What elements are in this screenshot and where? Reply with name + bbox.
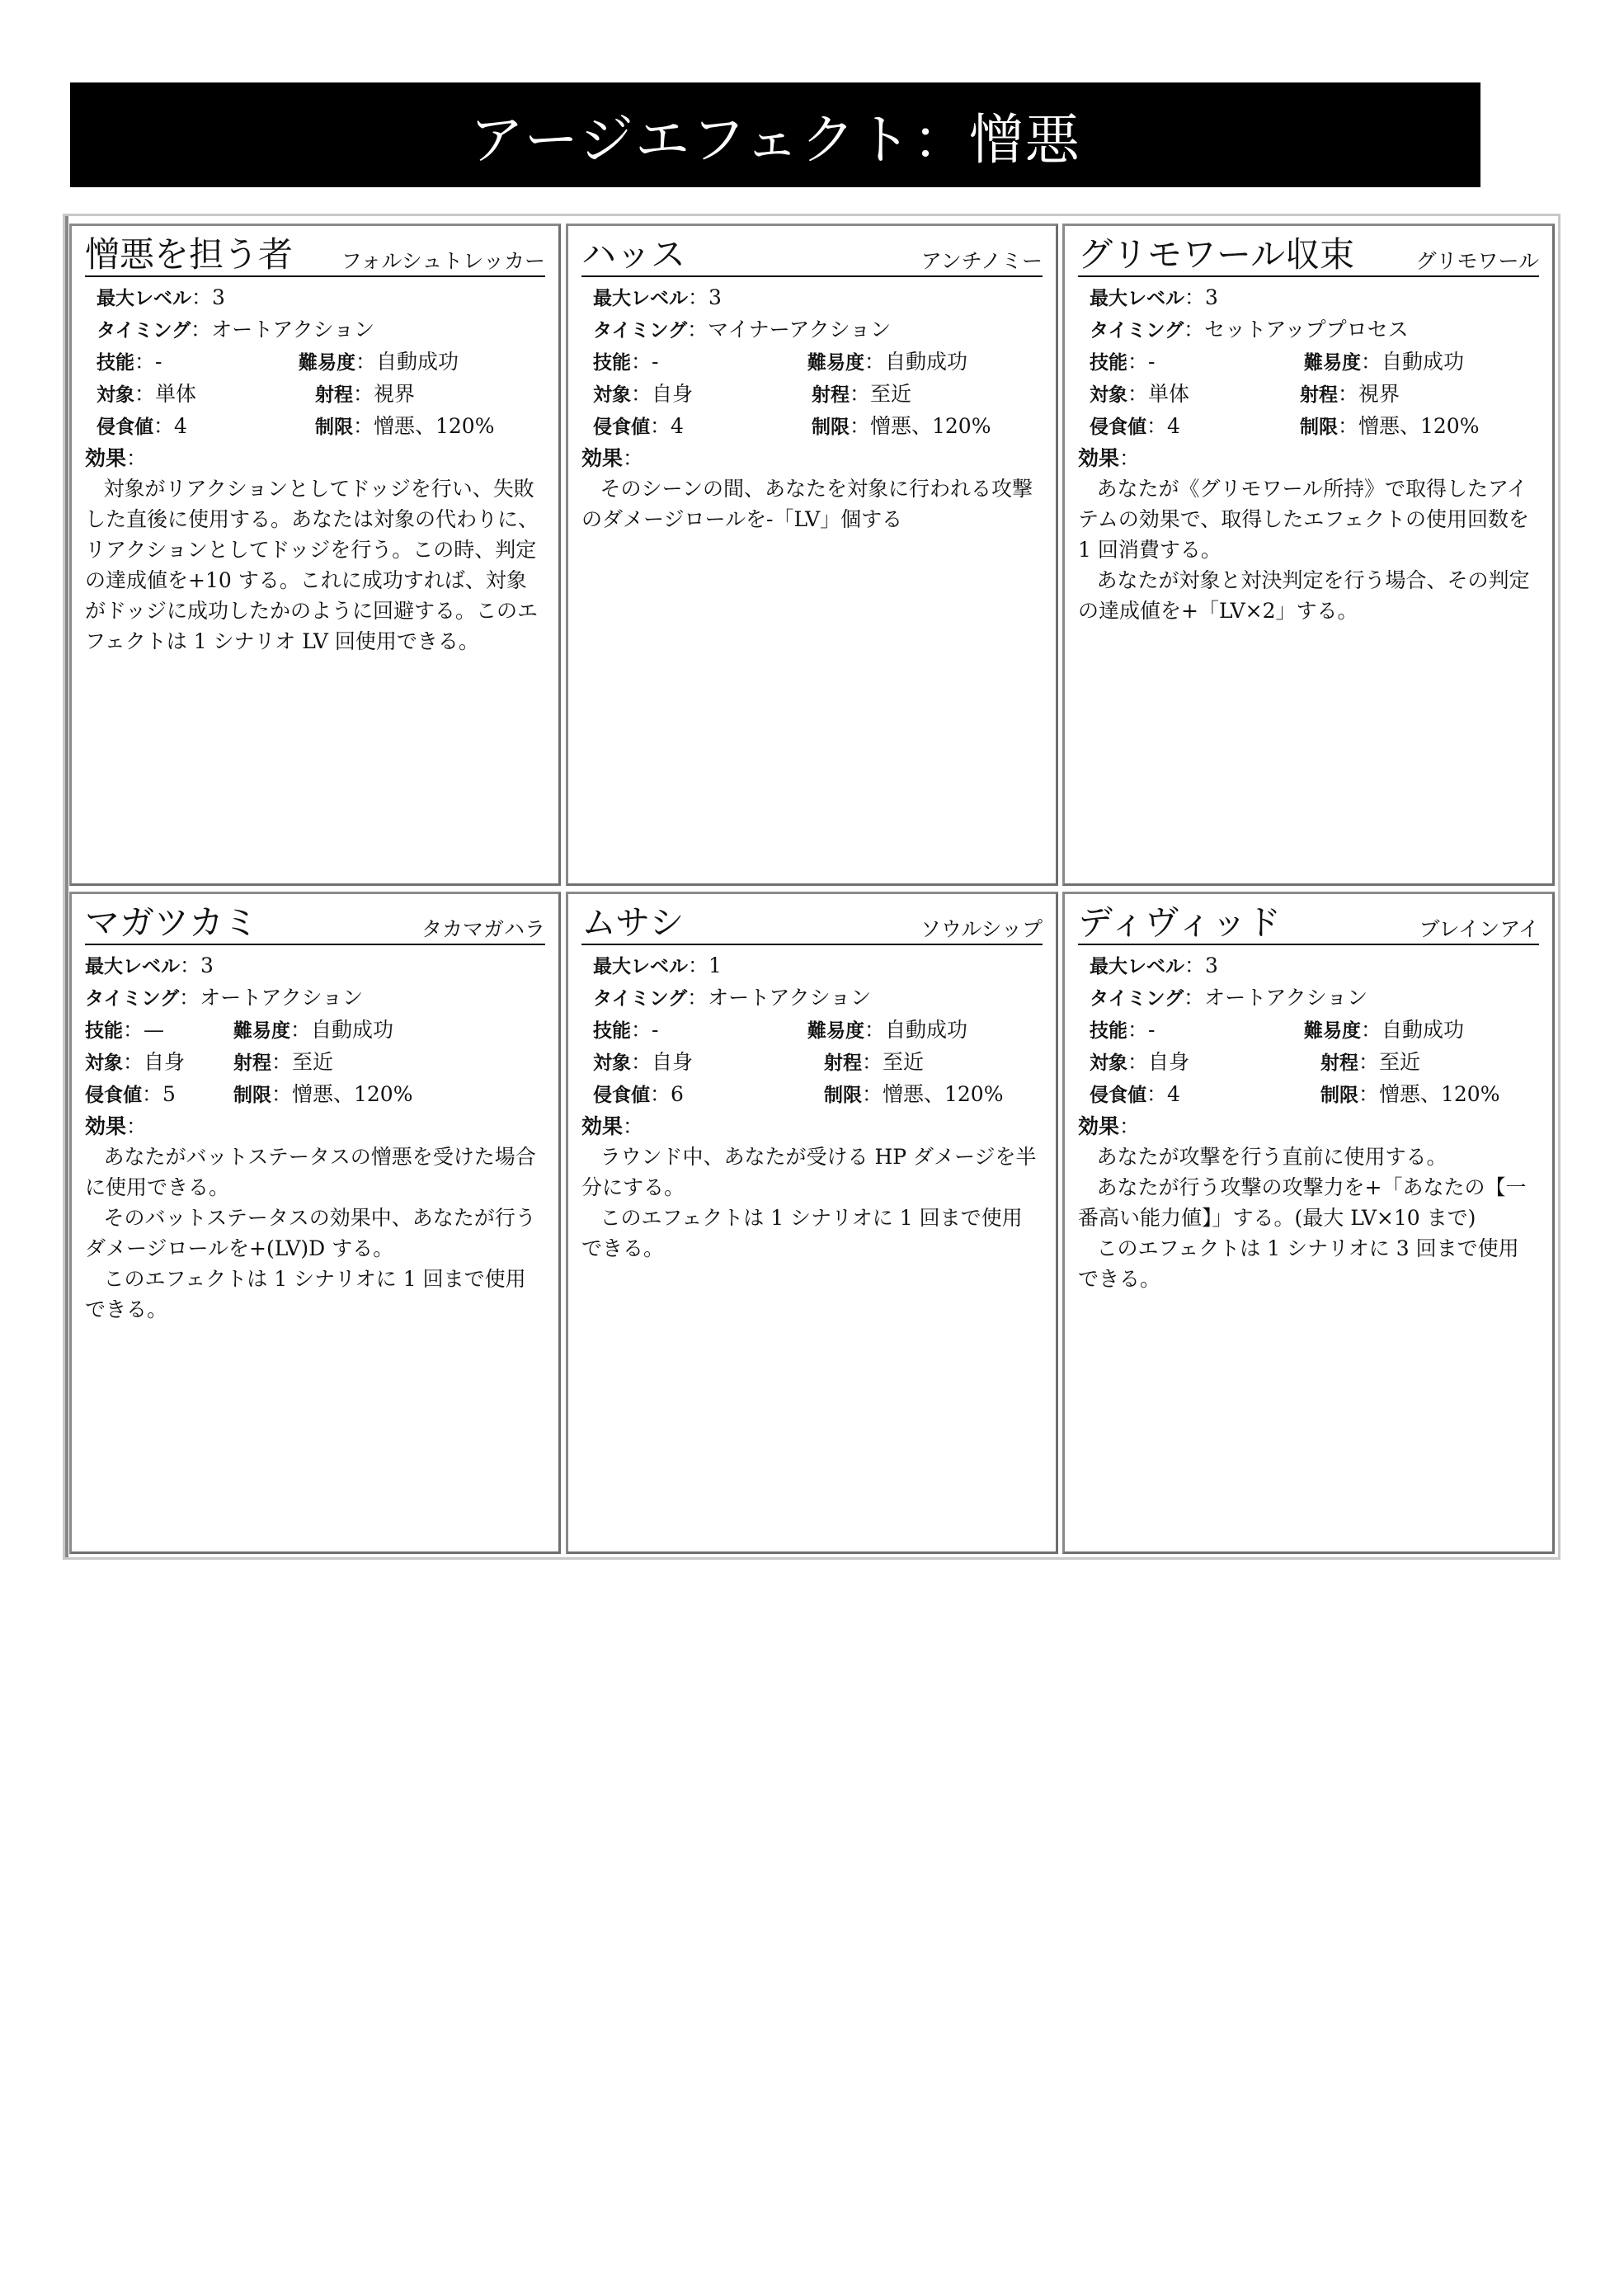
target-value: ：自身 — [631, 382, 694, 406]
effect-paragraph: あなたが対象と対決判定を行う場合、その判定の達成値を+「LV×2」する。 — [1078, 568, 1530, 623]
target-value: ：自身 — [631, 1050, 694, 1074]
effect-colon: ： — [126, 1114, 148, 1138]
range-value: ：視界 — [1338, 382, 1400, 406]
target-label: 対象 — [1090, 384, 1127, 406]
effect-colon: ： — [126, 446, 148, 470]
card-header — [85, 236, 545, 277]
effect-label: 効果 — [581, 446, 624, 470]
max-level-value: ：3 — [688, 285, 722, 309]
stat-timing — [1078, 314, 1539, 346]
erosion-label: 侵食値 — [1090, 417, 1146, 438]
effect-paragraph: あなたが行う攻撃の攻撃力を+「あなたの【一番高い能力値】」する。(最大 LV×10 まで) — [1078, 1175, 1527, 1230]
target-value: ：自身 — [123, 1050, 186, 1074]
difficulty-label: 難易度 — [807, 352, 864, 374]
limit-label: 制限 — [824, 1085, 862, 1106]
difficulty-value: ：自動成功 — [864, 1018, 968, 1042]
range-label: 射程 — [1320, 1052, 1358, 1074]
difficulty-value: ：自動成功 — [1361, 1018, 1465, 1042]
stat-max-level — [581, 282, 1043, 314]
target-label: 対象 — [85, 1052, 123, 1074]
limit-value: ：憎悪、120% — [353, 414, 495, 438]
range-label: 射程 — [812, 384, 850, 406]
skill-value: ：- — [631, 1018, 659, 1042]
timing-value: ：オートアクション — [687, 986, 872, 1010]
max-level-label: 最大レベル — [593, 288, 688, 309]
card-header — [581, 236, 1043, 277]
card-header — [581, 904, 1043, 945]
effect-card — [69, 892, 561, 1554]
timing-label: タイミング — [1090, 988, 1184, 1010]
max-level-label: 最大レベル — [85, 956, 180, 977]
effect-colon: ： — [1119, 446, 1141, 470]
difficulty-label: 難易度 — [1304, 352, 1361, 374]
card-header — [1078, 236, 1539, 277]
effect-label-row — [581, 1111, 1043, 1142]
limit-label: 制限 — [315, 417, 353, 438]
difficulty-label: 難易度 — [807, 1020, 864, 1042]
page-title-bar — [70, 82, 1480, 187]
effect-label-row — [1078, 443, 1539, 473]
skill-value: ：- — [1127, 350, 1156, 374]
skill-label: 技能 — [85, 1020, 123, 1042]
card-header — [85, 904, 545, 945]
effect-paragraph: そのバットステータスの効果中、あなたが行うダメージロールを+(LV)D する。 — [85, 1206, 536, 1260]
effect-text — [581, 1142, 1043, 1264]
card-header — [1078, 904, 1539, 945]
timing-value: ：オートアクション — [179, 986, 364, 1010]
erosion-value: ：4 — [650, 414, 684, 438]
stat-erosion-limit — [1078, 411, 1539, 443]
limit-value: ：憎悪、120% — [862, 1082, 1004, 1106]
effect-paragraph: 対象がリアクションとしてドッジを行い、失敗した直後に使用する。あなたは対象の代わりに、リアクションとしてドッジを行う。この時、判定の達成値を+10 する。これに成功すれば、対象がドッジに成功したかのように回避する。このエフェクトは 1 シナリオ LV 回使用できる。 — [85, 477, 539, 653]
erosion-label: 侵食値 — [1090, 1085, 1146, 1106]
effect-label: 効果 — [85, 446, 127, 470]
max-level-label: 最大レベル — [96, 288, 191, 309]
range-label: 射程 — [315, 384, 353, 406]
stat-target-range — [1078, 1047, 1539, 1079]
limit-label: 制限 — [1300, 417, 1338, 438]
effect-label-row — [85, 1111, 545, 1142]
stat-max-level — [581, 950, 1043, 982]
effect-card — [69, 224, 561, 886]
timing-value: ：マイナーアクション — [687, 318, 892, 341]
stat-erosion-limit — [581, 411, 1043, 443]
stat-target-range — [1078, 379, 1539, 411]
effect-card — [566, 892, 1058, 1554]
effect-label-row — [1078, 1111, 1539, 1142]
stat-max-level — [1078, 950, 1539, 982]
erosion-value: ：6 — [650, 1082, 684, 1106]
page-title: アージエフェクト：憎悪 — [469, 108, 1081, 172]
stat-max-level — [85, 282, 545, 314]
stat-timing — [85, 982, 545, 1015]
stat-timing — [85, 314, 545, 346]
difficulty-value: ：自動成功 — [864, 350, 968, 374]
timing-label: タイミング — [593, 320, 688, 341]
difficulty-value: ：自動成功 — [290, 1018, 394, 1042]
stat-erosion-limit — [85, 1079, 545, 1111]
effect-label-row — [85, 443, 545, 473]
skill-value: ：- — [631, 350, 659, 374]
effect-text — [1078, 473, 1539, 626]
erosion-value: ：5 — [142, 1082, 176, 1106]
skill-label: 技能 — [96, 352, 134, 374]
limit-value: ：憎悪、120% — [1358, 1082, 1500, 1106]
stat-skill-difficulty — [1078, 1015, 1539, 1047]
effect-paragraph: このエフェクトは 1 シナリオに 1 回まで使用できる。 — [85, 1267, 526, 1321]
effect-text — [85, 1142, 545, 1325]
card-name: ムサシ — [581, 902, 685, 943]
limit-label: 制限 — [1320, 1085, 1358, 1106]
stat-max-level — [1078, 282, 1539, 314]
max-level-value: ：3 — [191, 285, 225, 309]
max-level-label: 最大レベル — [1090, 956, 1184, 977]
difficulty-label: 難易度 — [1304, 1020, 1361, 1042]
skill-label: 技能 — [593, 352, 631, 374]
effect-colon: ： — [623, 446, 644, 470]
limit-value: ：憎悪、120% — [850, 414, 991, 438]
limit-label: 制限 — [812, 417, 850, 438]
effect-paragraph: あなたが《グリモワール所持》で取得したアイテムの効果で、取得したエフェクトの使用回数を 1 回消費する。 — [1078, 477, 1530, 562]
effect-paragraph: このエフェクトは 1 シナリオに 1 回まで使用できる。 — [581, 1206, 1023, 1260]
stat-erosion-limit — [85, 411, 545, 443]
card-syndrome: タカマガハラ — [421, 917, 545, 941]
effect-label: 効果 — [1078, 446, 1120, 470]
effect-text — [1078, 1142, 1539, 1294]
timing-value: ：オートアクション — [1184, 986, 1368, 1010]
effect-paragraph: このエフェクトは 1 シナリオに 3 回まで使用できる。 — [1078, 1236, 1519, 1291]
max-level-label: 最大レベル — [1090, 288, 1184, 309]
target-value: ：単体 — [1127, 382, 1190, 406]
difficulty-label: 難易度 — [299, 352, 355, 374]
max-level-value: ：3 — [1184, 285, 1218, 309]
effect-colon: ： — [1119, 1114, 1141, 1138]
range-value: ：至近 — [850, 382, 912, 406]
stat-timing — [581, 982, 1043, 1015]
max-level-label: 最大レベル — [593, 956, 688, 977]
erosion-label: 侵食値 — [96, 417, 153, 438]
stat-target-range — [85, 1047, 545, 1079]
card-name: ハッス — [581, 234, 686, 275]
limit-value: ：憎悪、120% — [1338, 414, 1480, 438]
stat-skill-difficulty — [85, 1015, 545, 1047]
card-name: マガツカミ — [85, 902, 259, 943]
max-level-value: ：1 — [688, 953, 722, 977]
timing-value: ：セットアッププロセス — [1184, 318, 1409, 341]
stat-skill-difficulty — [85, 346, 545, 379]
stat-max-level — [85, 950, 545, 982]
card-name: 憎悪を担う者 — [85, 234, 294, 275]
difficulty-value: ：自動成功 — [1361, 350, 1465, 374]
effect-text — [581, 473, 1043, 534]
skill-label: 技能 — [1090, 1020, 1127, 1042]
target-label: 対象 — [1090, 1052, 1127, 1074]
target-label: 対象 — [593, 384, 631, 406]
target-label: 対象 — [593, 1052, 631, 1074]
range-value: ：視界 — [353, 382, 416, 406]
card-syndrome: ソウルシップ — [920, 917, 1043, 941]
effect-paragraph: ラウンド中、あなたが受ける HP ダメージを半分にする。 — [581, 1145, 1037, 1199]
erosion-label: 侵食値 — [85, 1085, 142, 1106]
stat-target-range — [85, 379, 545, 411]
effect-label: 効果 — [85, 1114, 127, 1138]
effect-label: 効果 — [581, 1114, 624, 1138]
max-level-value: ：3 — [180, 953, 214, 977]
timing-label: タイミング — [96, 320, 191, 341]
effect-card — [1062, 892, 1555, 1554]
skill-value: ：— — [123, 1018, 165, 1042]
stat-erosion-limit — [581, 1079, 1043, 1111]
effect-card — [1062, 224, 1555, 886]
range-label: 射程 — [824, 1052, 862, 1074]
range-label: 射程 — [233, 1052, 271, 1074]
limit-label: 制限 — [233, 1085, 271, 1106]
skill-label: 技能 — [1090, 352, 1127, 374]
effect-colon: ： — [623, 1114, 644, 1138]
card-name: ディヴィッド — [1078, 902, 1282, 943]
range-value: ：至近 — [862, 1050, 925, 1074]
erosion-value: ：4 — [153, 414, 187, 438]
timing-label: タイミング — [85, 988, 180, 1010]
stat-target-range — [581, 379, 1043, 411]
erosion-label: 侵食値 — [593, 417, 650, 438]
stat-timing — [581, 314, 1043, 346]
timing-label: タイミング — [593, 988, 688, 1010]
card-syndrome: ブレインアイ — [1419, 917, 1539, 941]
effect-label-row — [581, 443, 1043, 473]
stat-skill-difficulty — [1078, 346, 1539, 379]
card-name: グリモワール収束 — [1078, 234, 1355, 275]
stat-timing — [1078, 982, 1539, 1015]
target-label: 対象 — [96, 384, 134, 406]
skill-value: ：- — [1127, 1018, 1156, 1042]
timing-label: タイミング — [1090, 320, 1184, 341]
skill-value: ：- — [134, 350, 162, 374]
card-syndrome: アンチノミー — [920, 249, 1043, 273]
stat-skill-difficulty — [581, 346, 1043, 379]
effect-paragraph: あなたが攻撃を行う直前に使用する。 — [1096, 1145, 1447, 1169]
erosion-label: 侵食値 — [593, 1085, 650, 1106]
erosion-value: ：4 — [1146, 1082, 1180, 1106]
difficulty-label: 難易度 — [233, 1020, 290, 1042]
range-label: 射程 — [1300, 384, 1338, 406]
effect-paragraph: あなたがバットステータスの憎悪を受けた場合に使用できる。 — [85, 1145, 536, 1199]
target-value: ：自身 — [1127, 1050, 1190, 1074]
effect-card — [566, 224, 1058, 886]
target-value: ：単体 — [134, 382, 197, 406]
card-syndrome: フォルシュトレッカー — [341, 249, 545, 273]
stat-skill-difficulty — [581, 1015, 1043, 1047]
card-syndrome: グリモワール — [1415, 249, 1539, 273]
skill-label: 技能 — [593, 1020, 631, 1042]
timing-value: ：オートアクション — [191, 318, 375, 341]
limit-value: ：憎悪、120% — [271, 1082, 413, 1106]
effect-text — [85, 473, 545, 657]
effect-paragraph: そのシーンの間、あなたを対象に行われる攻撃のダメージロールを-「LV」個する — [581, 477, 1033, 531]
effect-label: 効果 — [1078, 1114, 1120, 1138]
range-value: ：至近 — [1358, 1050, 1421, 1074]
stat-target-range — [581, 1047, 1043, 1079]
range-value: ：至近 — [271, 1050, 334, 1074]
erosion-value: ：4 — [1146, 414, 1180, 438]
stat-erosion-limit — [1078, 1079, 1539, 1111]
max-level-value: ：3 — [1184, 953, 1218, 977]
difficulty-value: ：自動成功 — [355, 350, 459, 374]
